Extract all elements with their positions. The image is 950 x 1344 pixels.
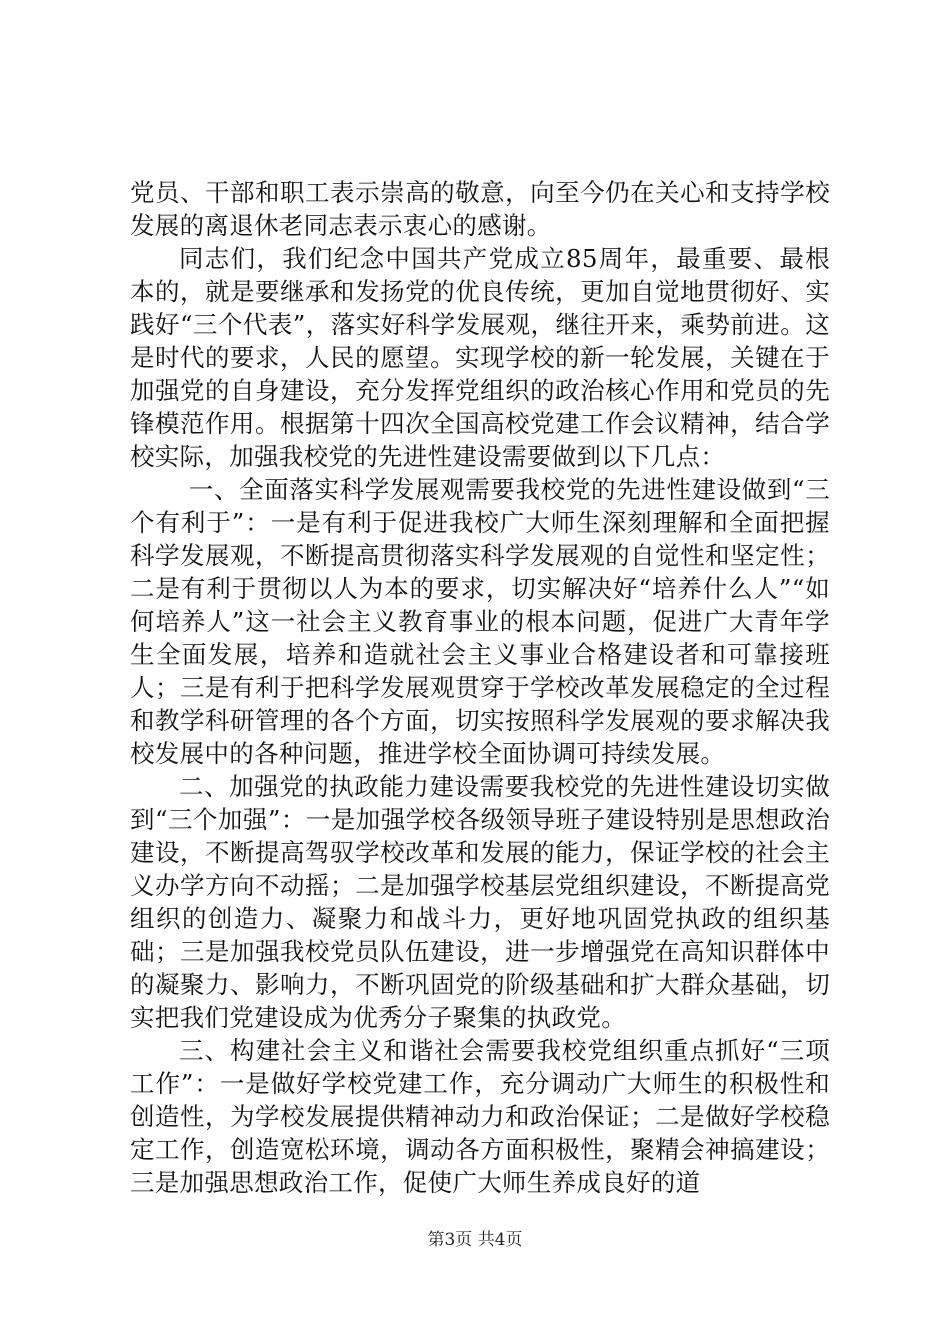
paragraph-point-two: 二、加强党的执政能力建设需要我校党的先进性建设切实做到“三个加强”：一是加强学校各级领导班子建设特别是思想政治建设，不断提高驾驭学校改革和发展的能力，保证学校的社会主义办学方向不动摇；二是加强学校基层党组织建设，不断提高党组织的创造力、凝聚力和战斗力，更好地巩固党执政的组织基础；三是加强我校党员队伍建设，进一步增强党在高知识群体中的凝聚力、影响力，不断巩固党的阶级基础和扩大群众基础，切实把我们党建设成为优秀分子聚集的执政党。 (130, 772, 830, 1032)
paragraph-continuation: 党员、干部和职工表示崇高的敬意，向至今仍在关心和支持学校发展的离退休老同志表示衷心的感谢。 (130, 178, 830, 240)
document-body (130, 176, 830, 1199)
page-footer: 第3页 共4页 (427, 1230, 523, 1250)
paragraph-point-three: 三、构建社会主义和谐社会需要我校党组织重点抓好“三项工作”：一是做好学校党建工作，充分调动广大师生的积极性和创造性，为学校发展提供精神动力和政治保证；二是做好学校稳定工作，创造宽松环境，调动各方面积极性，聚精会神搞建设；三是加强思想政治工作，促使广大师生养成良好的道 (130, 1036, 830, 1197)
paragraph-point-one: 一、全面落实科学发展观需要我校党的先进性建设做到“三个有利于”：一是有利于促进我校广大师生深刻理解和全面把握科学发展观，不断提高贯彻落实科学发展观的自觉性和坚定性；二是有利于贯彻以人为本的要求，切实解决好“培养什么人”“如何培养人”这一社会主义教育事业的根本问题，促进广大青年学生全面发展，培养和造就社会主义事业合格建设者和可靠接班人；三是有利于把科学发展观贯穿于学校改革发展稳定的全过程和教学科研管理的各个方面，切实按照科学发展观的要求解决我校发展中的各种问题，推进学校全面协调可持续发展。 (130, 475, 830, 768)
paragraph-intro: 同志们，我们纪念中国共产党成立85周年，最重要、最根本的，就是要继承和发扬党的优良传统，更加自觉地贯彻好、实践好“三个代表”，落实好科学发展观，继往开来，乘势前进。这是时代的要求，人民的愿望。实现学校的新一轮发展，关键在于加强党的自身建设，充分发挥党组织的政治核心作用和党员的先锋模范作用。根据第十四次全国高校党建工作会议精神，结合学校实际，加强我校党的先进性建设需要做到以下几点： (130, 244, 830, 471)
